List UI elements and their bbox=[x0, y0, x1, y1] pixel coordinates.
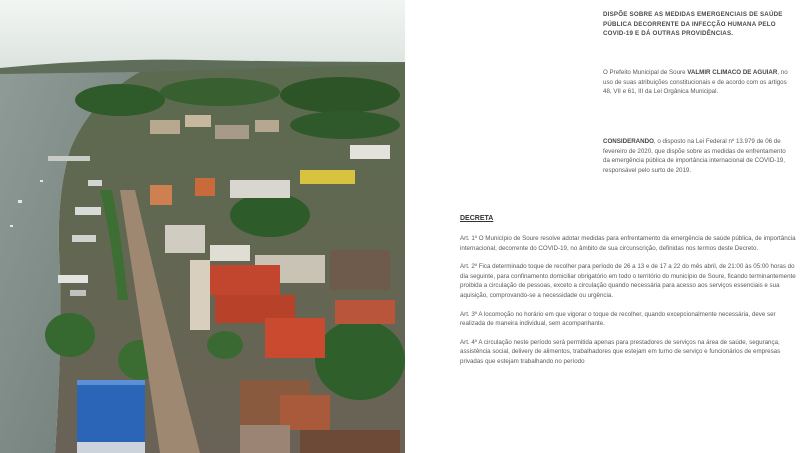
article-2: Art. 2º Fica determinado toque de recolher para período de 26 a 13 e de 17 a 22 do mês abril, de 21:00 às 05:00 horas do dia seguinte, para confinamento domiciliar obrigatório em todo o território do município de Soure, ficando terminantemente proibida a circulação de pessoas, exceto a circulação quando necessária para acesso aos serviços essenciais e sua aquisição, comprovando-se a necessidade ou urgência. bbox=[460, 263, 796, 299]
decree-preamble bbox=[603, 68, 793, 106]
article-3: Art. 3º A locomoção no horário em que vigorar o toque de recolher, quando excepcionalmente necessária, deve ser realizada de maneira individual, sem acompanhante. bbox=[460, 310, 776, 328]
decreta-heading: DECRETA bbox=[460, 215, 494, 222]
article-4: Art. 4º A circulação neste período será permitida apenas para prestadores de serviços na área de saúde, segurança, assistência social, delivery de alimentos, trabalhadores que estejam em turno de serviço e funcionários de empresas privadas que estejam trabalhando no período bbox=[460, 338, 781, 365]
article-1: Art. 1º O Município de Soure resolve adotar medidas para enfrentamento da emergência de saúde pública, de importância internacional, decorrente do COVID-19, no âmbito de sua circunscrição, definidas nos termos deste Decreto. bbox=[460, 235, 796, 252]
preamble-suffix: , no uso de suas atribuições constitucionais e de acordo com os artigos 48, VII e 61, III da Lei Orgânica Municipal. bbox=[603, 69, 788, 96]
considerando-label: CONSIDERANDO bbox=[603, 138, 654, 145]
preamble-prefix: O Prefeito Municipal de Soure bbox=[603, 69, 688, 76]
mayor-name: VALMIR CLIMACO DE AGUIAR bbox=[687, 69, 778, 76]
decree-articles bbox=[460, 234, 796, 376]
decree-header: DISPÕE SOBRE AS MEDIDAS EMERGENCIAIS DE SAÚDE PÚBLICA DECORRENTE DA INFECÇÃO HUMANA PELO COVID-19 E DÁ OUTRAS PROVIDÊNCIAS. bbox=[603, 11, 783, 38]
considerando-text: , o disposto na Lei Federal nº 13.979 de 06 de fevereiro de 2020, que dispõe sobre as medidas de enfrentamento da emergência pública de importância internacional de COVID-19, responsável pelo surto de 2019. bbox=[603, 138, 786, 174]
decree-document bbox=[405, 0, 800, 453]
decree-considerando bbox=[603, 137, 793, 184]
